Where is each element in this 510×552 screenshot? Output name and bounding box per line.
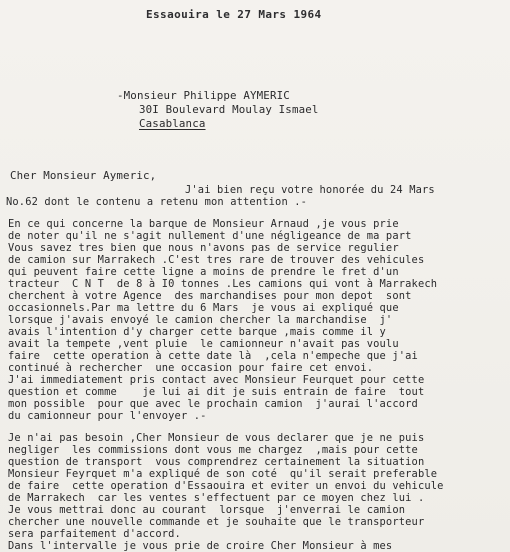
paragraph1-line: En ce qui concerne la barque de Monsieur Arnaud ,je vous prie: [8, 218, 399, 230]
paragraph1-line: lorsque j'avais envoyé le camion chercher la marchandise j': [8, 314, 393, 326]
intro-line: No.62 dont le contenu a retenu mon attention .-: [6, 196, 308, 208]
salutation: Cher Monsieur Aymeric,: [10, 169, 157, 182]
paragraph2-line: de faire cette operation d'Essaouira et eviter un envoi du vehicule: [8, 480, 444, 492]
paragraph2-line: sera parfaitement d'accord.: [8, 528, 181, 540]
recipient-city: Casablanca: [139, 117, 206, 130]
paragraph1-line: question et comme je lui ai dit je suis entrain de faire tout: [8, 386, 425, 398]
recipient-name: -Monsieur Philippe AYMERIC: [117, 89, 290, 102]
paragraph1-line: avais l'intention d'y charger cette barque ,mais comme il y: [8, 326, 386, 338]
paragraph2-line: Je vous mettrai donc au courant lorsque j'enverrai le camion: [8, 504, 406, 516]
paragraph1-line: mon possible pour que avec le prochain camion j'aurai l'accord: [8, 398, 418, 410]
paragraph2-line: chercher une nouvelle commande et je souhaite que le transporteur: [8, 516, 425, 528]
recipient-street: 30I Boulevard Moulay Ismael: [139, 103, 319, 116]
paragraph2-line: de Marrakech car les ventes s'effectuent par ce moyen chez lui .: [8, 492, 425, 504]
paragraph2-line: Monsieur Feyrquet m'a expliqué de son coté qu'il serait preferable: [8, 468, 438, 480]
paragraph1-line: continué à rechercher une occasion pour faire cet envoi.: [8, 362, 374, 374]
paragraph1-line: qui peuvent faire cette ligne a moins de prendre le fret d'un: [8, 266, 399, 278]
paragraph1-line: J'ai immediatement pris contact avec Monsieur Feurquet pour cette: [8, 374, 425, 386]
paragraph1-line: de noter qu'il ne s'agit nullement d'une négligeance de ma part: [8, 230, 412, 242]
paragraph1-line: occasionnels.Par ma lettre du 6 Mars je vous ai expliqué que: [8, 302, 399, 314]
paragraph2-line: Je n'ai pas besoin ,Cher Monsieur de vous declarer que je ne puis: [8, 432, 425, 444]
paragraph1-line: Vous savez tres bien que nous n'avons pas de service regulier: [8, 242, 399, 254]
paragraph2-line: question de transport vous comprendrez certainement la situation: [8, 456, 425, 468]
intro-line: J'ai bien reçu votre honorée du 24 Mars: [185, 184, 435, 196]
paragraph1-line: de camion sur Marrakech .C'est tres rare de trouver des vehicules: [8, 254, 425, 266]
paragraph1-line: faire cette operation à cette date là ,cela n'empeche que j'ai: [8, 350, 418, 362]
date-line: Essaouira le 27 Mars 1964: [146, 8, 322, 21]
paragraph1-line: du camionneur pour l'envoyer .-: [8, 410, 207, 422]
paragraph2-line: Dans l'intervalle je vous prie de croire Cher Monsieur à mes: [8, 540, 393, 552]
paragraph2-line: negliger les commissions dont vous me chargez ,mais pour cette: [8, 444, 418, 456]
paragraph1-line: tracteur C N T de 8 à I0 tonnes .Les camions qui vont à Marrakech: [8, 278, 438, 290]
paragraph1-line: avait la tempete ,vent pluie le camionneur n'avait pas voulu: [8, 338, 399, 350]
paragraph1-line: cherchent à votre Agence des marchandises pour mon depot sont: [8, 290, 412, 302]
